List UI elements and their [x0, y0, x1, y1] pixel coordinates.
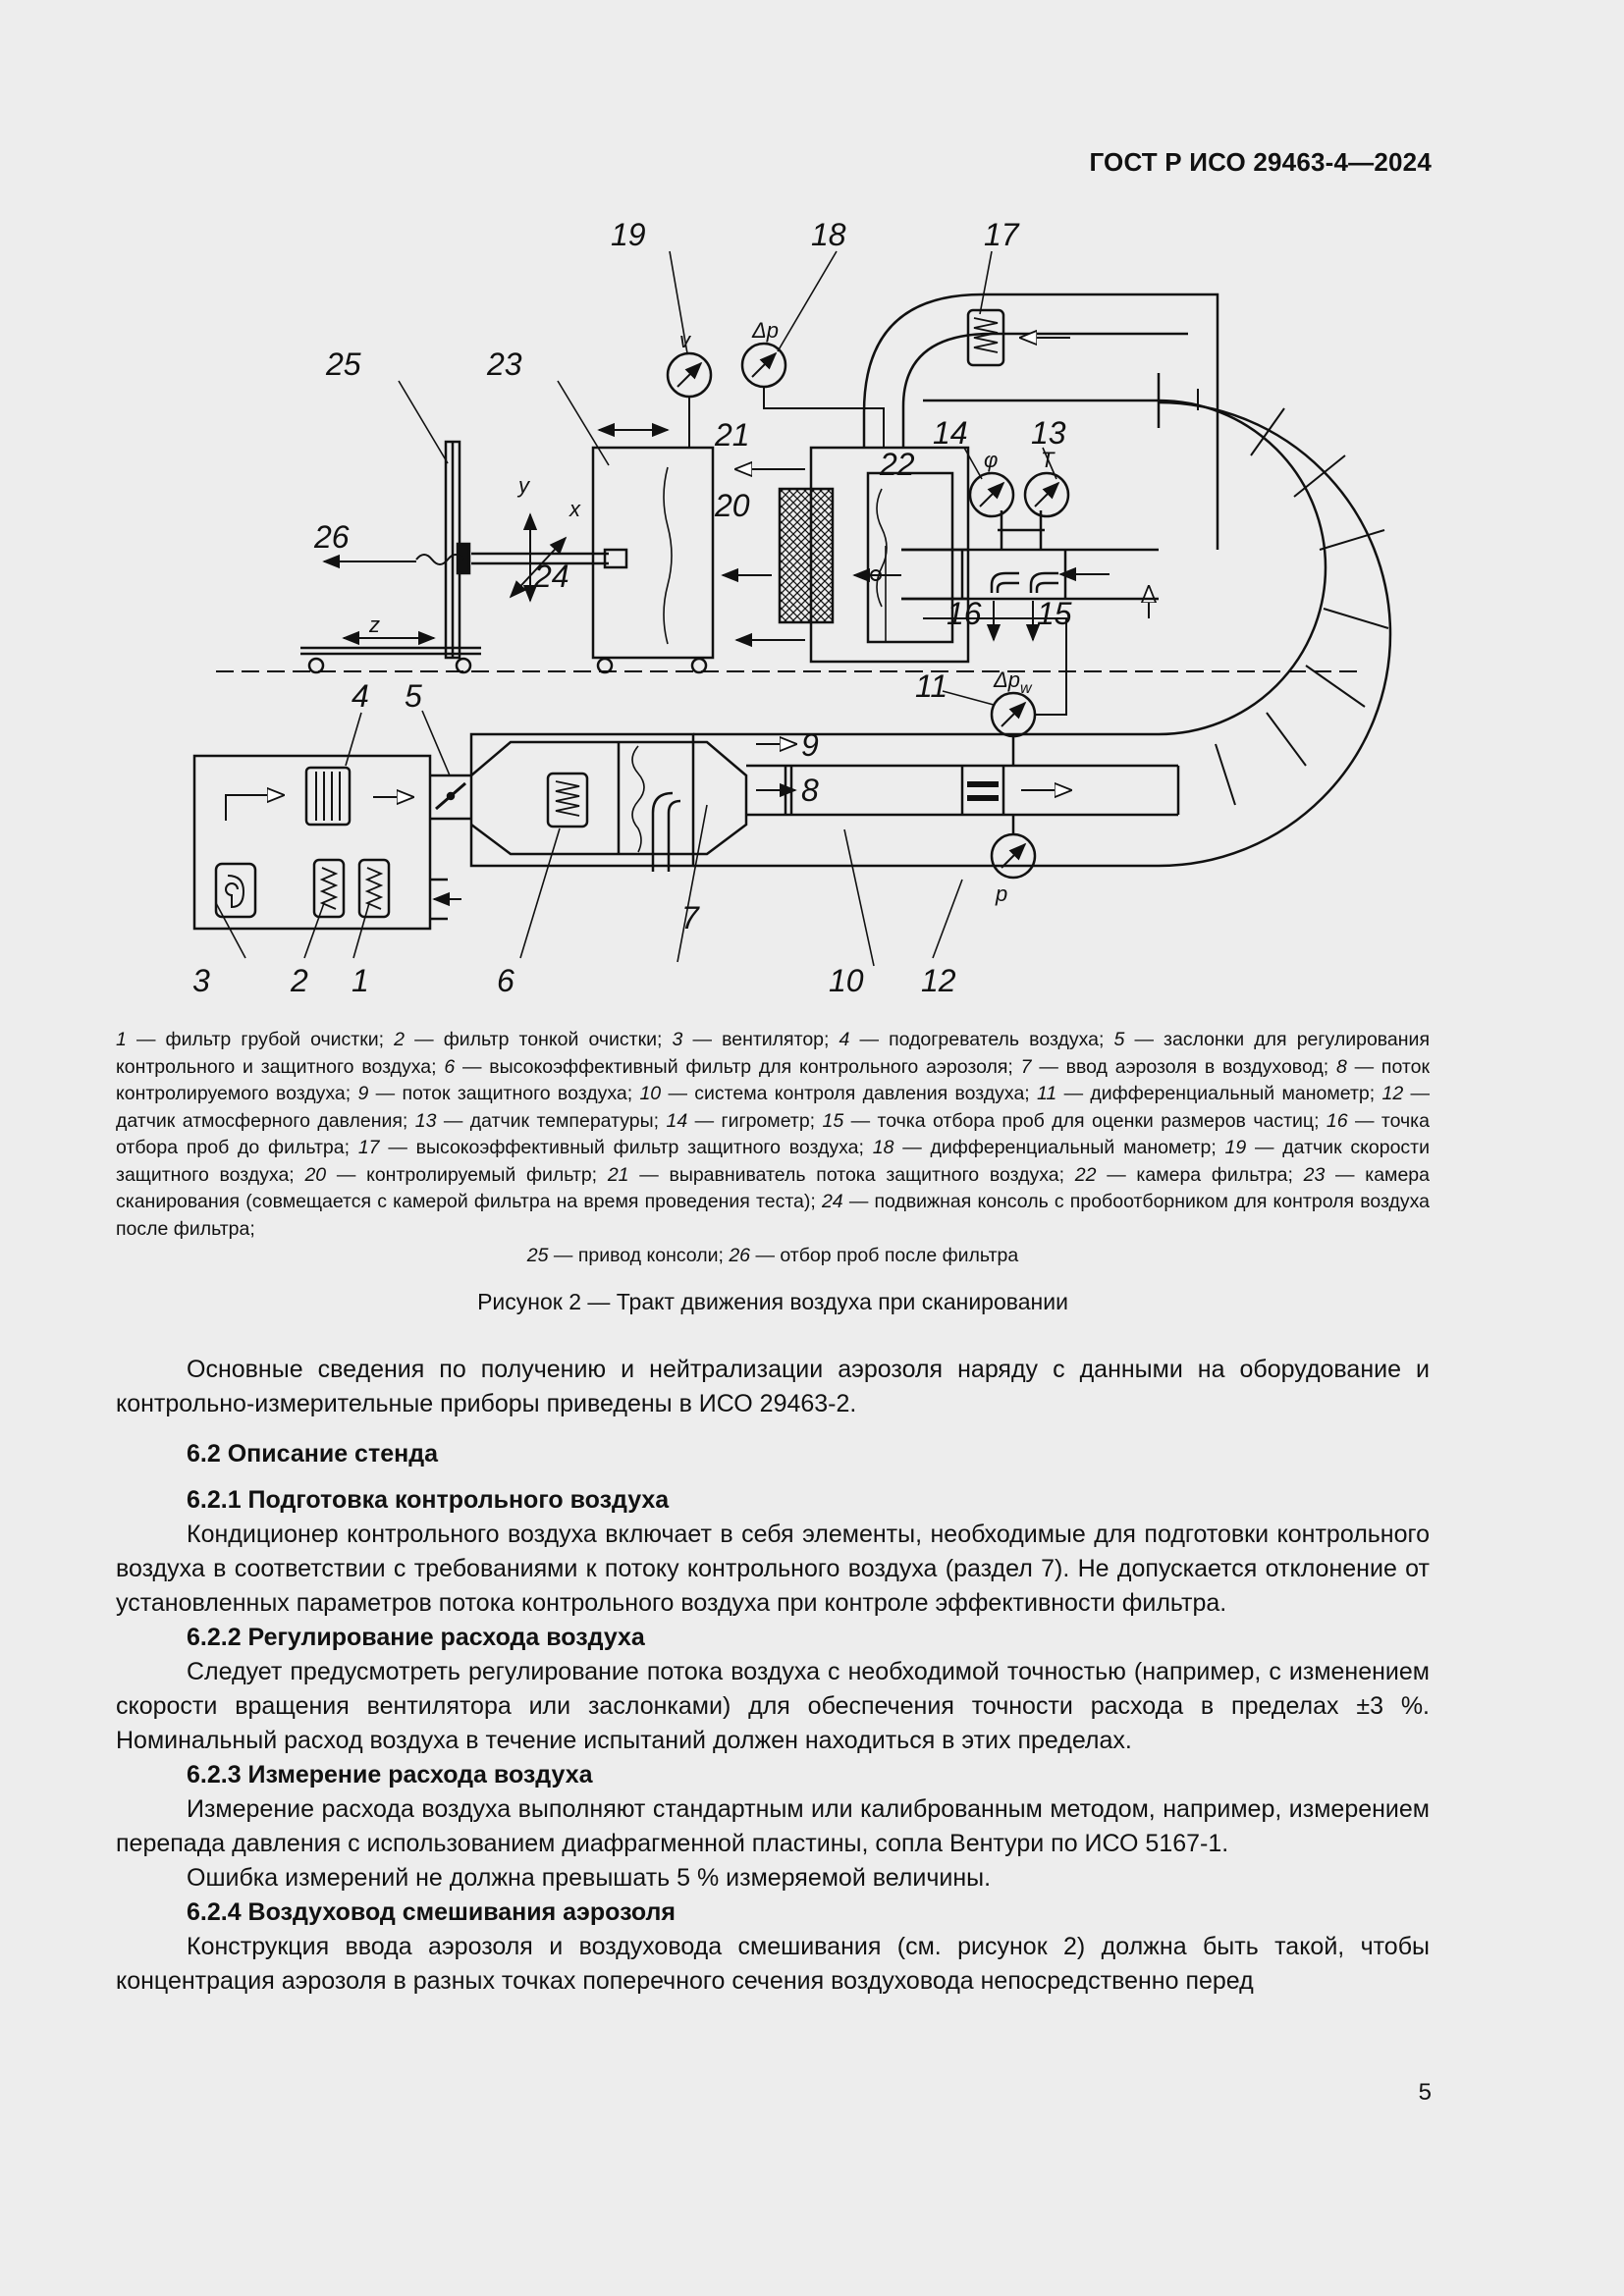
legend-number: 6 — [444, 1055, 456, 1078]
hepa-filter-6 — [548, 774, 587, 827]
legend-description: — вентилятор; — [682, 1029, 839, 1050]
legend-description: — высокоэффективный фильтр защитного воздуха; — [379, 1137, 873, 1158]
label-8: 8 — [801, 773, 819, 808]
label-18: 18 — [811, 217, 846, 252]
label-13: 13 — [1031, 415, 1066, 451]
legend-number: 10 — [639, 1083, 662, 1104]
label-5: 5 — [405, 678, 422, 714]
legend-number: 3 — [672, 1029, 683, 1050]
aerosol-inlet-7 — [653, 793, 680, 872]
legend-description: — заслонки для регулирования контрольного и защитного воздуха; — [116, 1029, 1430, 1078]
legend-description: — гигрометр; — [687, 1109, 823, 1132]
label-1: 1 — [352, 963, 369, 998]
scanning-chamber-23 — [593, 448, 713, 658]
label-26: 26 — [314, 519, 350, 555]
legend-number: 13 — [414, 1109, 437, 1132]
symbol-T: T — [1041, 448, 1055, 472]
label-25: 25 — [326, 347, 361, 382]
legend-number: 19 — [1224, 1137, 1247, 1158]
hepa-filter-17 — [968, 310, 1003, 365]
label-14: 14 — [933, 415, 968, 451]
legend-description: — привод консоли; — [548, 1245, 730, 1266]
paragraph-6-2-1: Кондиционер контрольного воздуха включает в себя элементы, необходимые для подготовки контрольного воздуха в соответствии с требованиями к потоку контрольного воздуха (раздел 7). Не допускается отклонение от установленных параметров потока контрольного воздуха при контроле эффективности фильтра. — [116, 1521, 1430, 1617]
legend-description: — выравниватель потока защитного воздуха; — [628, 1163, 1075, 1186]
legend-description: — поток контролируемого воздуха; — [116, 1055, 1430, 1104]
legend-main-text — [116, 1029, 1430, 1240]
symbol-z: z — [369, 613, 380, 637]
legend-number: 7 — [1020, 1055, 1032, 1078]
airflow-scanning-diagram — [177, 216, 1404, 1001]
symbol-phi: φ — [984, 448, 999, 472]
label-6: 6 — [497, 963, 514, 998]
legend-number: 17 — [357, 1137, 380, 1158]
legend-number: 24 — [821, 1191, 843, 1212]
test-filter-20 — [780, 489, 833, 622]
paragraph-6-2-3-a: Измерение расхода воздуха выполняют стандартным или калиброванным методом, например, измерением перепада давления с использованием диафрагменной пластины, сопла Вентури по ИСО 5167-1. — [116, 1795, 1430, 1857]
legend-number: 22 — [1074, 1163, 1097, 1186]
heading-6-2: 6.2 Описание стенда — [187, 1440, 438, 1468]
legend-number: 2 — [394, 1029, 406, 1050]
legend-description: — датчик скорости защитного воздуха; — [116, 1137, 1431, 1186]
label-4: 4 — [352, 678, 369, 714]
symbol-dp: Δp — [752, 318, 779, 343]
label-21: 21 — [715, 417, 750, 453]
legend-number: 18 — [872, 1137, 894, 1158]
legend-description: — датчик температуры; — [436, 1109, 667, 1132]
legend-number: 11 — [1037, 1083, 1057, 1104]
page-number: 5 — [1418, 2079, 1432, 2106]
legend-description: — дифференциальный манометр; — [1056, 1083, 1382, 1104]
legend-description: — подвижная консоль с пробоотборником для контроля воздуха после фильтра; — [116, 1191, 1430, 1240]
paragraph-6-2-4: Конструкция ввода аэрозоля и воздуховода смешивания (см. рисунок 2) должна быть такой, чтобы концентрация аэрозоля в разных точках поперечного сечения воздуховода непосредственно перед — [116, 1933, 1430, 1995]
document-code-header: ГОСТ Р ИСО 29463-4—2024 — [1089, 147, 1432, 177]
legend-number: 15 — [822, 1109, 844, 1132]
figure-legend — [116, 1027, 1430, 1270]
symbol-dpw: $\Delta p_w$ — [994, 667, 1032, 697]
legend-description: — высокоэффективный фильтр для контрольного аэрозоля; — [455, 1055, 1021, 1078]
legend-description: — система контроля давления воздуха; — [661, 1083, 1038, 1104]
mixing-chamber — [471, 742, 746, 854]
label-20: 20 — [715, 488, 750, 523]
heading-6-2-4: 6.2.4 Воздуховод смешивания аэрозоля — [187, 1898, 676, 1926]
flow-equalizer-21 — [868, 473, 952, 642]
legend-last-line — [116, 1243, 1430, 1270]
body-text — [116, 1353, 1430, 1999]
symbol-x: x — [569, 497, 580, 521]
legend-number: 23 — [1303, 1163, 1326, 1186]
legend-number: 14 — [666, 1109, 688, 1132]
legend-description: — ввод аэрозоля в воздуховод; — [1031, 1055, 1336, 1078]
label-9: 9 — [801, 727, 819, 763]
legend-description: — точка отбора проб для оценки размеров частиц; — [843, 1109, 1326, 1132]
label-23: 23 — [487, 347, 522, 382]
legend-number: 16 — [1326, 1109, 1348, 1132]
air-conditioner-box — [194, 756, 430, 929]
legend-number: 4 — [839, 1029, 850, 1050]
symbol-y: y — [518, 473, 529, 498]
fan-3 — [216, 864, 255, 917]
legend-description: — подогреватель воздуха; — [849, 1029, 1114, 1050]
symbol-v: v — [679, 328, 690, 352]
legend-description: — точка отбора проб до фильтра; — [116, 1109, 1430, 1158]
label-19: 19 — [611, 217, 646, 252]
figure-caption: Рисунок 2 — Тракт движения воздуха при сканировании — [477, 1289, 1068, 1314]
paragraph-6-2-2: Следует предусмотреть регулирование потока воздуха с необходимой точностью (например, с изменением скорости вращения вентилятора или заслонками) для обеспечения точности расхода в пределах ±3 %. Номинальный расход воздуха в течение испытаний должен находиться в этих пределах. — [116, 1658, 1430, 1754]
label-15: 15 — [1037, 596, 1072, 631]
label-3: 3 — [192, 963, 210, 998]
legend-number: 8 — [1335, 1055, 1347, 1078]
legend-number: 9 — [357, 1083, 369, 1104]
legend-description: — контролируемый фильтр; — [326, 1163, 608, 1186]
legend-number: 26 — [729, 1245, 751, 1266]
legend-number: 21 — [607, 1163, 629, 1186]
legend-description: — поток защитного воздуха; — [368, 1083, 640, 1104]
legend-description: — фильтр грубой очистки; — [126, 1029, 395, 1050]
heading-6-2-1: 6.2.1 Подготовка контрольного воздуха — [187, 1486, 670, 1514]
label-7: 7 — [681, 900, 699, 935]
label-22: 22 — [880, 447, 915, 482]
label-2: 2 — [291, 963, 308, 998]
legend-number: 20 — [304, 1163, 327, 1186]
legend-description: — фильтр тонкой очистки; — [405, 1029, 673, 1050]
label-24: 24 — [534, 559, 569, 594]
legend-description: — датчик атмосферного давления; — [116, 1083, 1431, 1132]
u-bend-inner — [1100, 402, 1390, 866]
heading-6-2-3: 6.2.3 Измерение расхода воздуха — [187, 1761, 593, 1789]
label-11: 11 — [915, 668, 948, 704]
legend-number: 25 — [526, 1245, 549, 1266]
legend-description: — дифференциальный манометр; — [893, 1137, 1225, 1158]
legend-description: — камера сканирования (совмещается с камерой фильтра на время проведения теста); — [116, 1163, 1430, 1212]
label-12: 12 — [921, 963, 956, 998]
symbol-p: p — [996, 881, 1008, 906]
label-10: 10 — [829, 963, 864, 998]
legend-description: — камера фильтра; — [1096, 1163, 1304, 1186]
label-16: 16 — [947, 596, 982, 631]
paragraph-6-2-3-b: Ошибка измерений не должна превышать 5 % измеряемой величины. — [187, 1864, 992, 1892]
legend-number: 12 — [1381, 1083, 1404, 1104]
label-17: 17 — [984, 217, 1019, 252]
outer-duct — [471, 734, 693, 866]
legend-number: 5 — [1113, 1029, 1125, 1050]
sampling-point-16 — [992, 573, 1019, 593]
intro-paragraph: Основные сведения по получению и нейтрализации аэрозоля наряду с данными на оборудование и контрольно-измерительные приборы приведены в ИСО 29463-2. — [116, 1356, 1430, 1417]
legend-number: 1 — [116, 1029, 127, 1050]
heading-6-2-2: 6.2.2 Регулирование расхода воздуха — [187, 1624, 645, 1651]
sampling-point-15 — [1031, 573, 1058, 593]
air-heater-4 — [306, 768, 350, 825]
legend-description: — отбор проб после фильтра — [750, 1245, 1019, 1266]
